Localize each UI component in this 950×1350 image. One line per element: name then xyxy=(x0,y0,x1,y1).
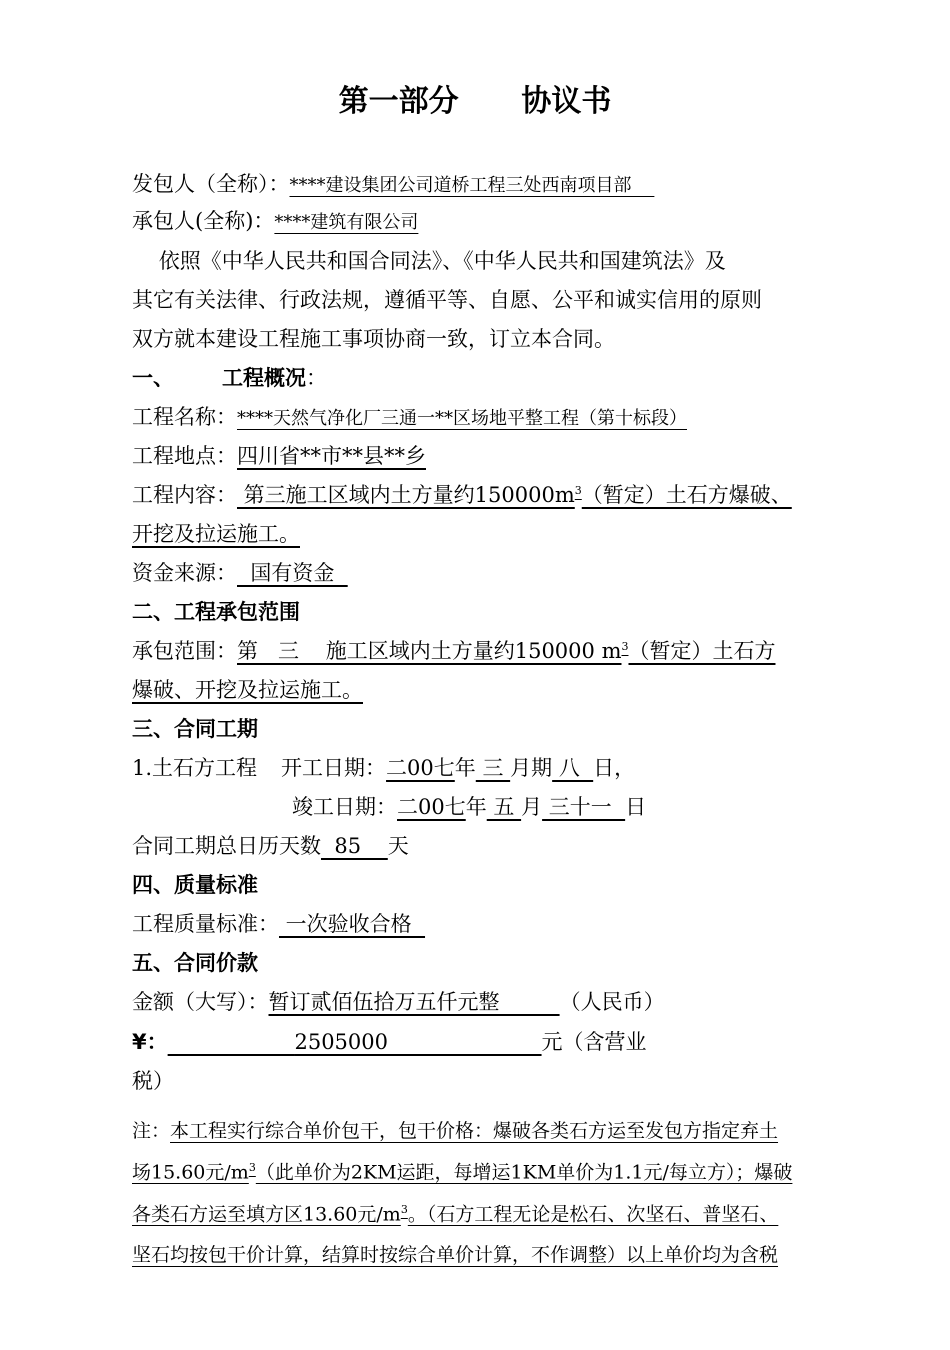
end-year-char: 年 xyxy=(465,795,487,819)
project-content-label: 工程内容： xyxy=(132,483,237,507)
amount-pad-right xyxy=(388,1030,542,1054)
end-day: 三十一 xyxy=(542,795,626,819)
section1-heading xyxy=(132,368,327,389)
end-month: 五 xyxy=(486,795,522,819)
amount-words-label: 金额（大写）： xyxy=(132,990,269,1014)
earthwork-label: 1.土石方工程 xyxy=(132,756,258,780)
employer-row xyxy=(132,174,654,195)
contractor-row xyxy=(132,211,418,232)
note-text-2a: 场15.60元/m xyxy=(132,1161,249,1184)
amount-pad-left xyxy=(168,1030,295,1054)
start-month: 三 xyxy=(475,756,511,780)
project-content-sup: 3 xyxy=(574,484,582,497)
scope-value-c: 爆破、开挖及拉运施工。 xyxy=(132,678,363,702)
note-text-3a: 各类石方运至填方区13.60元/m xyxy=(132,1203,401,1226)
note-label: 注： xyxy=(132,1120,171,1142)
end-year: 二00七 xyxy=(397,795,466,819)
note-line-1 xyxy=(132,1122,778,1141)
amount-suffix-row: 税） xyxy=(132,1069,174,1093)
note-text-3b: 。（石方工程无论是松石、次坚石、普坚石、 xyxy=(407,1203,779,1226)
end-date-row xyxy=(292,797,646,818)
employer-label: 发包人（全称）： xyxy=(132,172,290,196)
total-days-label: 合同工期总日历天数 xyxy=(132,834,321,858)
quality-row xyxy=(132,914,425,935)
project-name-value: ****天然气净化厂三通一**区场地平整工程（第十标段） xyxy=(237,408,687,429)
start-month-char: 月期 xyxy=(510,756,553,780)
start-year-char: 年 xyxy=(454,756,476,780)
note-text-4: 坚石均按包干价计算，结算时按综合单价计算，不作调整）以上单价均为含税 xyxy=(132,1244,779,1266)
note-sup-2: 3 xyxy=(248,1161,256,1174)
section1-heading-text: 工程概况 xyxy=(222,366,306,390)
scope-label: 承包范围： xyxy=(132,639,237,663)
contractor-label: 承包人(全称)： xyxy=(132,209,275,233)
start-day-char: 日， xyxy=(593,756,636,780)
note-text-1: 本工程实行综合单价包干，包干价格：爆破各类石方运至发包方指定弃土 xyxy=(170,1120,779,1142)
section4-heading: 四、质量标准 xyxy=(132,873,258,897)
project-site-row xyxy=(132,446,426,467)
total-days-value: 85 xyxy=(321,834,388,858)
total-days-unit: 天 xyxy=(387,834,409,858)
section2-heading: 二、工程承包范围 xyxy=(132,600,300,624)
scope-sup: 3 xyxy=(621,640,629,653)
amount-suffix: 元（含营业 xyxy=(541,1030,647,1054)
end-month-char: 月 xyxy=(521,795,543,819)
amount-number-row xyxy=(132,1032,647,1053)
note-line-4 xyxy=(132,1246,778,1265)
amount-number: 2505000 xyxy=(294,1030,388,1054)
note-sup-3: 3 xyxy=(400,1203,408,1216)
employer-value: ****建设集团公司道桥工程三处西南项目部 xyxy=(289,175,655,196)
fund-source-row xyxy=(132,563,348,584)
start-date-label: 开工日期： xyxy=(281,756,387,780)
intro-line-3: 双方就本建设工程施工事项协商一致，订立本合同。 xyxy=(132,327,615,351)
intro-line-1: 依照《中华人民共和国合同法》、《中华人民共和国建筑法》及 xyxy=(132,249,726,273)
project-content-value-b: （暂定）土石方爆破、 xyxy=(581,483,792,507)
section5-heading: 五、合同价款 xyxy=(132,951,258,975)
quality-value: 一次验收合格 xyxy=(279,912,426,936)
page-title: 第一部分 协议书 xyxy=(338,84,612,119)
project-site-value: 四川省**市**县**乡 xyxy=(237,444,426,468)
note-line-3 xyxy=(132,1204,778,1224)
yen-label: ¥： xyxy=(132,1030,168,1054)
project-content-value-c: 开挖及拉运施工。 xyxy=(132,522,300,546)
amount-words-row xyxy=(132,992,665,1013)
project-name-label: 工程名称： xyxy=(132,405,237,429)
end-day-char: 日 xyxy=(625,795,647,819)
project-site-label: 工程地点： xyxy=(132,444,237,468)
currency-label: （人民币） xyxy=(559,990,665,1014)
project-content-row-2 xyxy=(132,524,300,545)
fund-source-value: 国有资金 xyxy=(237,561,348,585)
start-day: 八 xyxy=(552,756,594,780)
project-content-value-a: 第三施工区域内土方量约150000m xyxy=(237,483,575,507)
intro-line-2: 其它有关法律、行政法规，遵循平等、自愿、公平和诚实信用的原则 xyxy=(132,288,762,312)
section1-heading-num: 一、 xyxy=(132,366,174,390)
scope-row xyxy=(132,641,775,662)
fund-source-label: 资金来源： xyxy=(132,561,237,585)
total-days-row xyxy=(132,836,409,857)
quality-label: 工程质量标准： xyxy=(132,912,279,936)
amount-words-value: 暂订贰佰伍拾万五仟元整 xyxy=(268,990,560,1014)
scope-row-2 xyxy=(132,680,363,701)
end-date-label: 竣工日期： xyxy=(292,795,397,819)
project-name-row xyxy=(132,407,687,428)
scope-value-a: 第 三 施工区域内土方量约150000 m xyxy=(237,639,622,663)
start-date-row xyxy=(132,758,635,779)
start-year: 二00七 xyxy=(386,756,455,780)
contractor-value: ****建筑有限公司 xyxy=(274,212,419,233)
note-line-2 xyxy=(132,1162,792,1182)
project-content-row xyxy=(132,485,792,506)
section1-heading-colon: ： xyxy=(306,366,327,390)
note-text-2b: （此单价为2KM运距，每增运1KM单价为1.1元/每立方）；爆破 xyxy=(255,1161,793,1184)
section3-heading: 三、合同工期 xyxy=(132,717,258,741)
scope-value-b: （暂定）土石方 xyxy=(628,639,776,663)
